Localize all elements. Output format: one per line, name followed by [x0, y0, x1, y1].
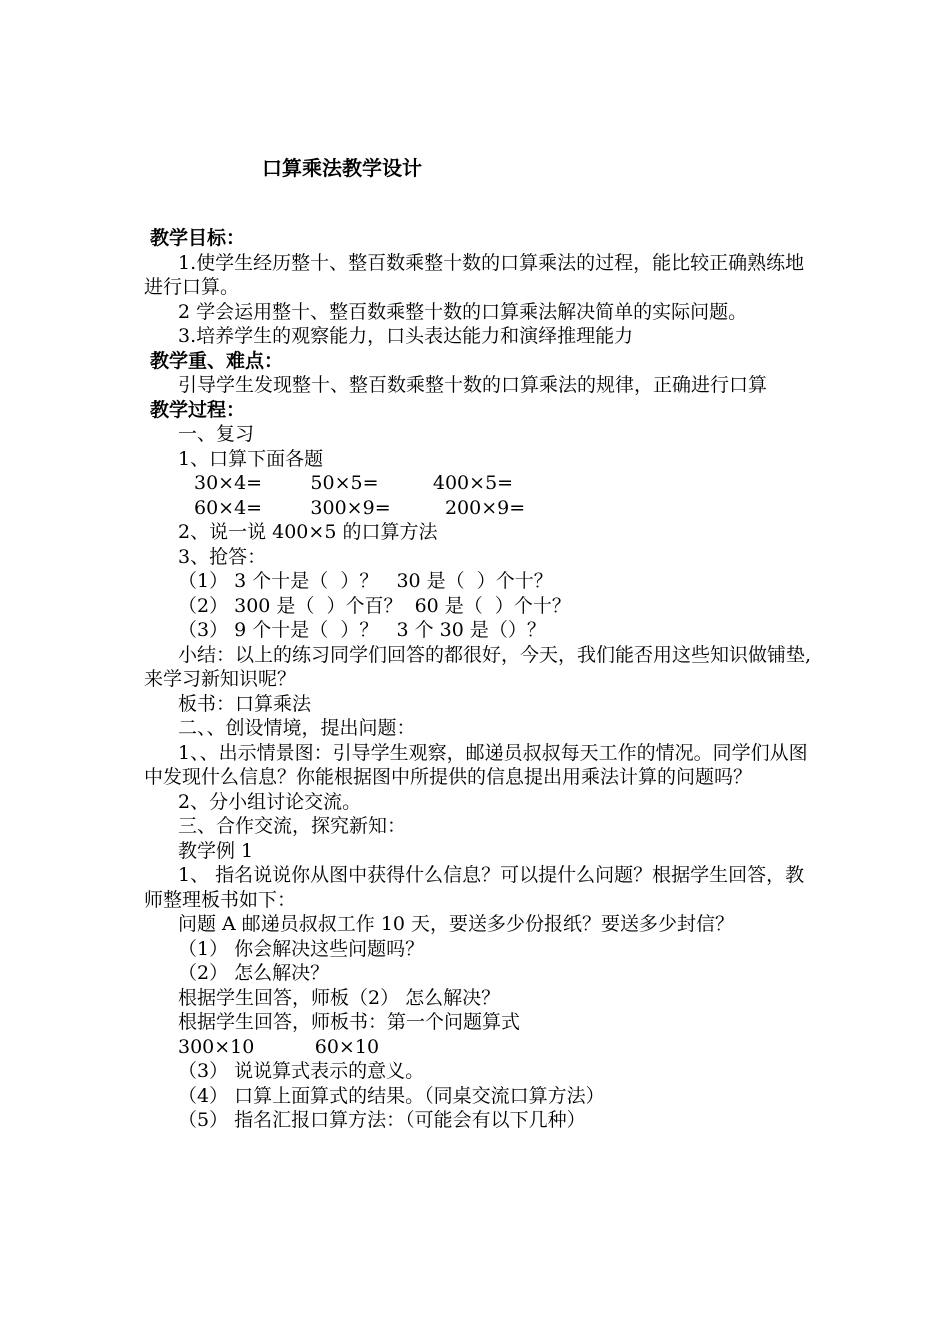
- quiz-item-1: （1） 3 个十是（ ）？ 30 是（ ）个十？: [178, 570, 553, 592]
- calc-row-1: 30×4= 50×5= 400×5=: [194, 472, 514, 494]
- section-3-title: 三、合作交流，探究新知：: [178, 815, 407, 837]
- sub-question-1: （1） 你会解决这些问题吗？: [178, 937, 425, 960]
- document-body: [144, 226, 812, 1133]
- quiz-item-3: （3） 9 个十是（ ）？ 3 个 30 是（）？: [178, 619, 546, 641]
- answer-note-1: 根据学生回答，师板（2） 怎么解决？: [178, 986, 501, 1009]
- calc-row-2: 60×4= 300×9= 200×9=: [194, 496, 526, 519]
- sub-question-4: （4） 口算上面算式的结果。（同桌交流口算方法）: [178, 1084, 605, 1107]
- sub-question-2: （2） 怎么解决？: [178, 962, 330, 984]
- board-note-1: 板书：口算乘法: [178, 692, 312, 715]
- sub-question-5: （5） 指名汇报口算方法：（可能会有以下几种）: [178, 1109, 586, 1131]
- question-a: 问题 A 邮递员叔叔工作 10 天，要送多少份报纸？要送多少封信？: [178, 913, 735, 935]
- keypoints-text: 引导学生发现整十、整百数乘整十数的口算乘法的规律，正确进行口算: [178, 374, 768, 396]
- section-2-item-2: 2、分小组讨论交流。: [178, 790, 362, 813]
- objective-2: 2 学会运用整十、整百数乘整十数的口算乘法解决简单的实际问题。: [178, 300, 748, 323]
- review-item-1: 1、口算下面各题: [178, 447, 324, 470]
- review-item-2: 2、说一说 400×5 的口算方法: [178, 521, 438, 543]
- objectives-heading: 教学目标：: [150, 227, 246, 249]
- example-title: 教学例 1: [178, 839, 254, 862]
- sub-question-3: （3） 说说算式表示的意义。: [178, 1060, 425, 1082]
- example-item-1: 1、 指名说说你从图中获得什么信息？可以提什么问题？根据学生回答，教师整理板书如下：: [144, 864, 805, 911]
- review-item-3: 3、抢答：: [178, 545, 267, 568]
- section-2-title: 二、、创设情境，提出问题：: [178, 717, 416, 739]
- section-2-item-1: 1、、出示情景图：引导学生观察，邮递员叔叔每天工作的情况。同学们从图中发现什么信息？你能根据图中所提供的信息提出用乘法计算的问题吗？: [144, 741, 808, 788]
- summary-text: 小结：以上的练习同学们回答的都很好，今天，我们能否用这些知识做铺垫,来学习新知识呢？: [144, 643, 812, 690]
- objective-3: 3.培养学生的观察能力，口头表达能力和演绎推理能力: [178, 325, 634, 347]
- answer-note-2: 根据学生回答，师板书：第一个问题算式: [178, 1011, 521, 1033]
- page-title: 口算乘法教学设计: [262, 156, 422, 180]
- formula-row: 300×10 60×10: [178, 1035, 380, 1058]
- process-heading: 教学过程：: [150, 398, 246, 421]
- keypoints-heading: 教学重、难点：: [150, 349, 284, 372]
- objective-1: 1.使学生经历整十、整百数乘整十数的口算乘法的过程，能比较正确熟练地进行口算。: [144, 251, 805, 298]
- quiz-item-2: （2） 300 是（ ）个百？ 60 是（ ）个十？: [178, 594, 571, 617]
- review-title: 一、复习: [178, 423, 255, 445]
